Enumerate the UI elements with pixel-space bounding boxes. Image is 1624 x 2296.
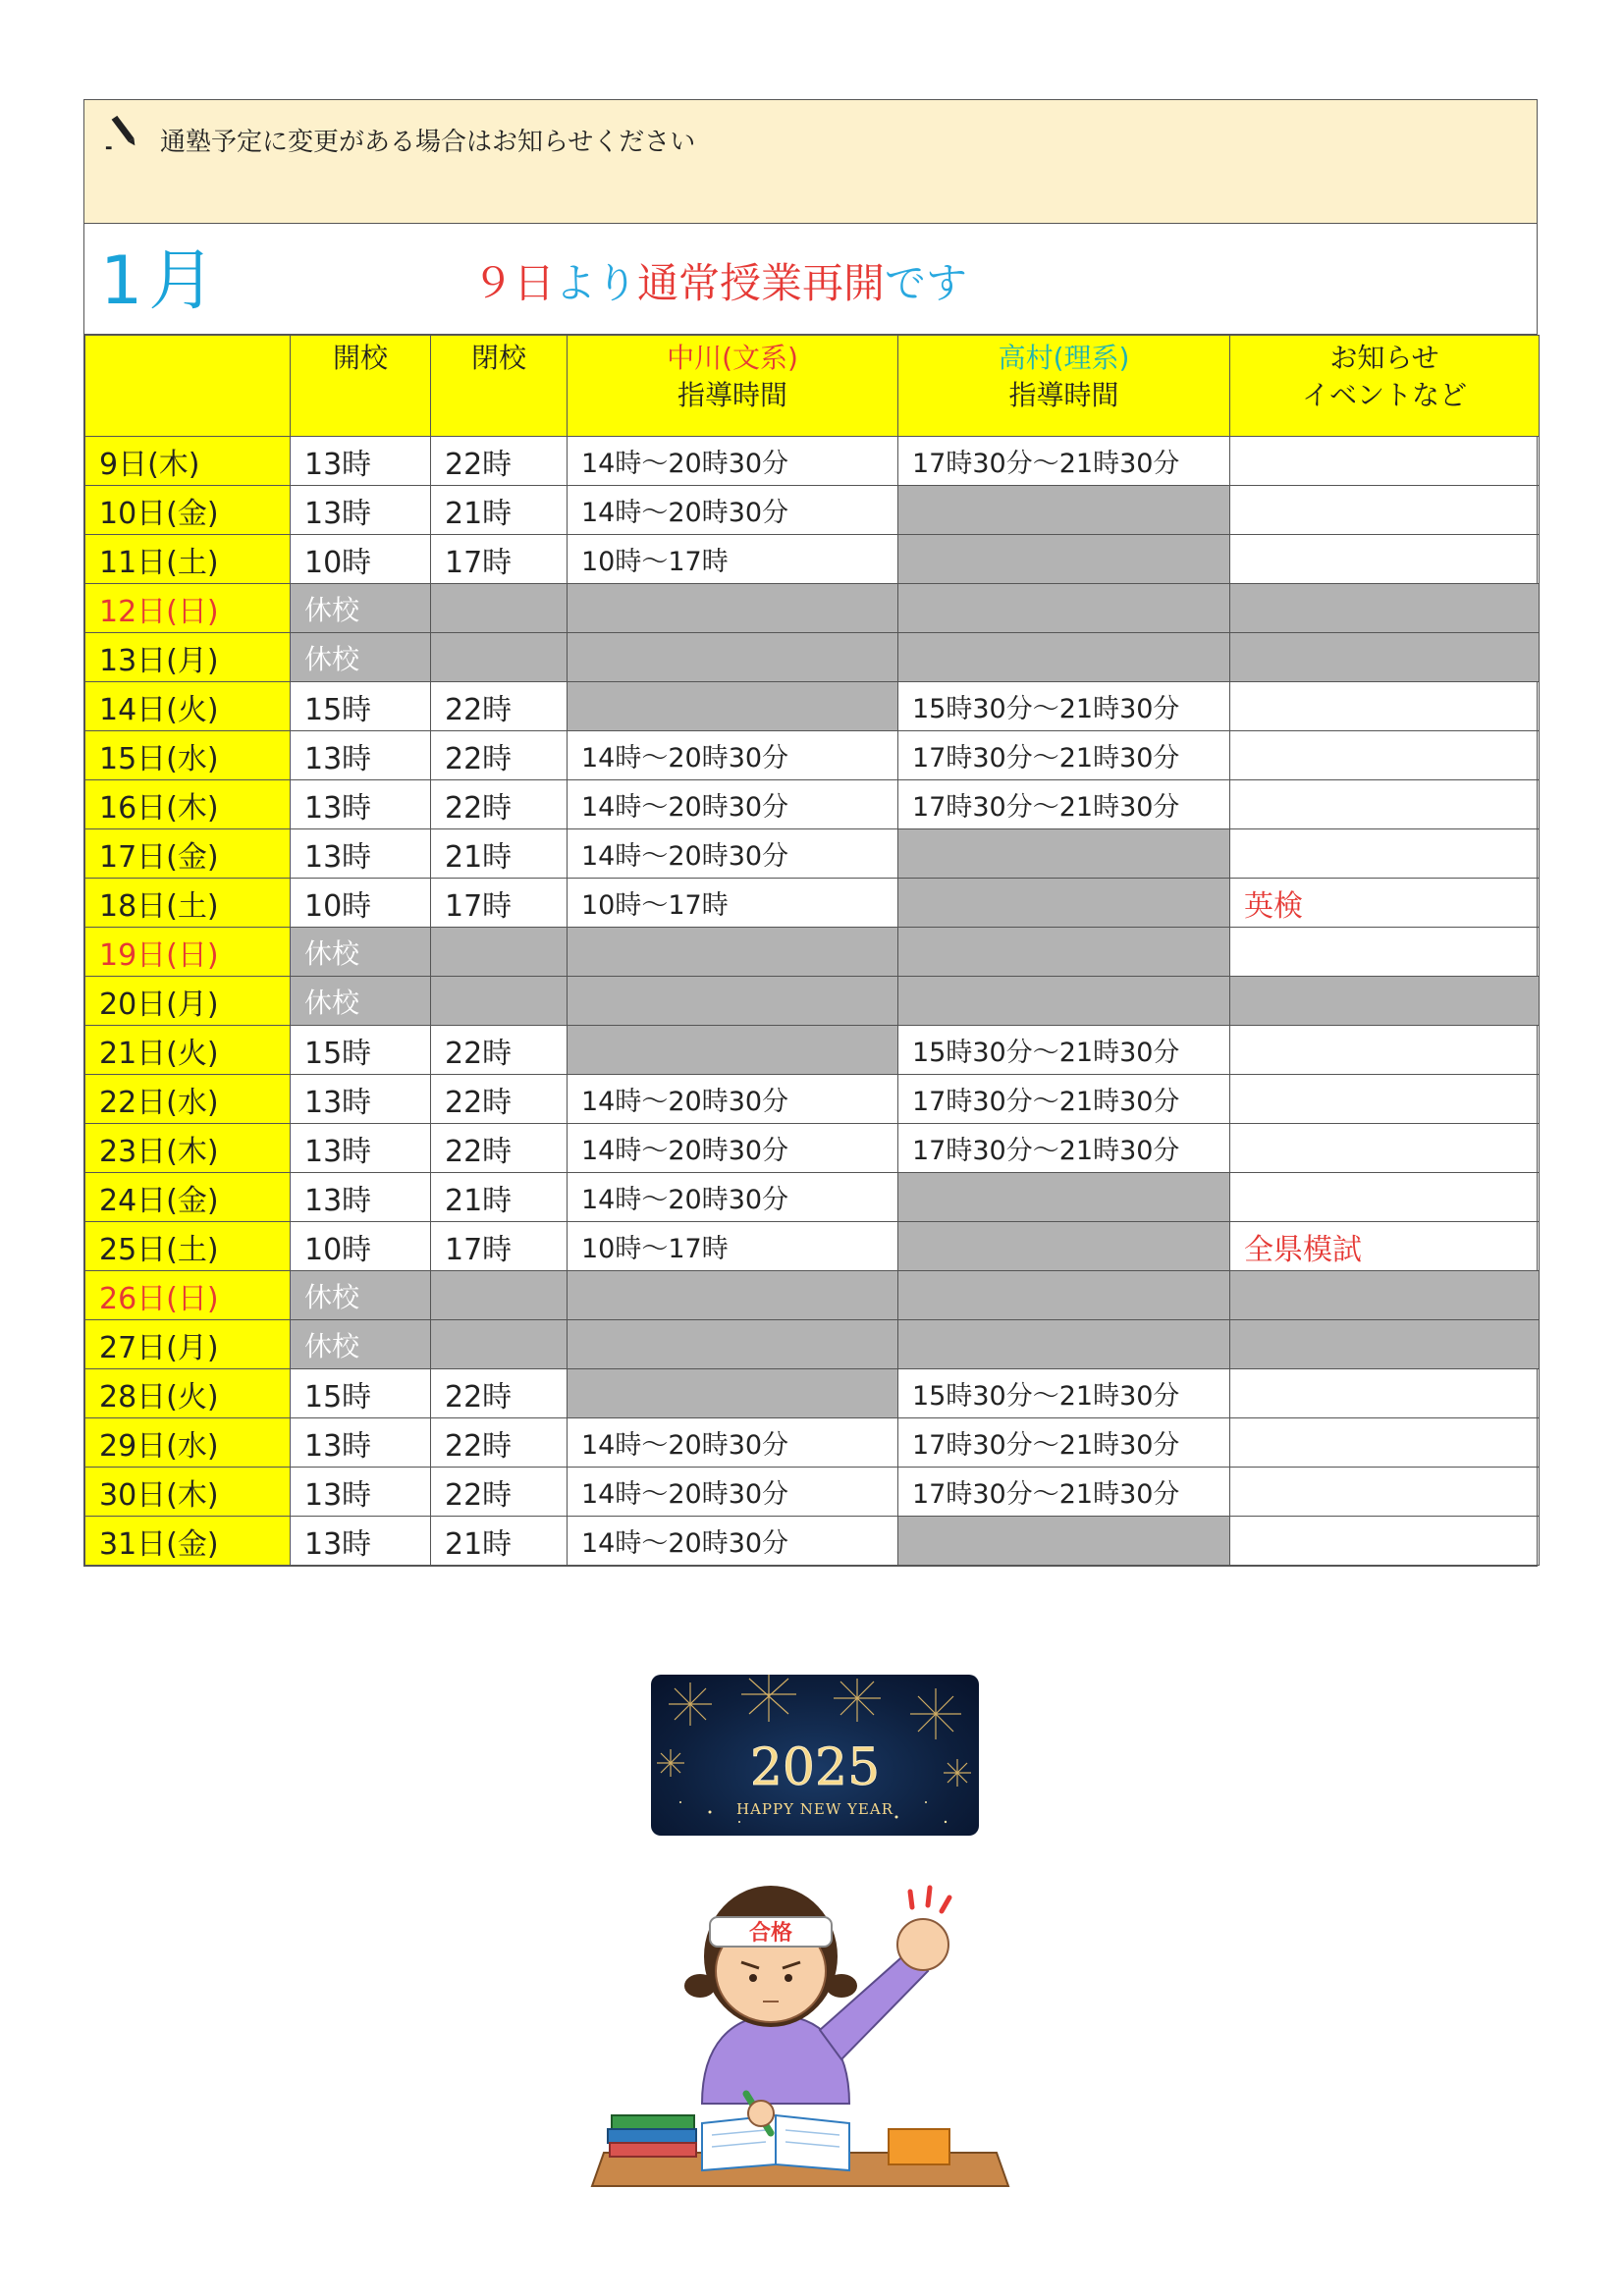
- event-cell: [1230, 1075, 1540, 1124]
- header-info: お知らせ イベントなど: [1230, 336, 1540, 437]
- close-time-cell: 21時: [431, 1517, 568, 1566]
- nakagawa-time-cell: 14時～20時30分: [568, 731, 898, 780]
- nakagawa-time-cell: 10時～17時: [568, 879, 898, 928]
- event-cell: [1230, 1517, 1540, 1566]
- takamura-time-cell: [898, 879, 1230, 928]
- header-open: 開校: [291, 336, 431, 437]
- studying-student-illustration: [584, 1858, 1016, 2197]
- headline-end: です: [885, 259, 968, 307]
- header-date: [85, 336, 291, 437]
- event-cell: [1230, 1124, 1540, 1173]
- open-time-cell: 13時: [291, 1468, 431, 1517]
- close-time-cell: [431, 1320, 568, 1369]
- open-time-cell: 15時: [291, 1026, 431, 1075]
- event-cell: 英検: [1230, 879, 1540, 928]
- date-cell: 20日(月): [85, 977, 291, 1026]
- close-time-cell: 17時: [431, 535, 568, 584]
- table-row: [85, 1222, 1540, 1271]
- new-year-banner: [651, 1675, 979, 1836]
- headband-text: 合格: [748, 1921, 793, 1946]
- table-row: [85, 829, 1540, 879]
- open-time-cell: 10時: [291, 879, 431, 928]
- open-time-cell: 13時: [291, 829, 431, 879]
- takamura-time-cell: 15時30分～21時30分: [898, 1026, 1230, 1075]
- nakagawa-time-cell: [568, 584, 898, 633]
- close-time-cell: 22時: [431, 1026, 568, 1075]
- close-time-cell: [431, 977, 568, 1026]
- open-time-cell: 13時: [291, 1075, 431, 1124]
- event-cell: [1230, 829, 1540, 879]
- table-row: [85, 1026, 1540, 1075]
- takamura-time-cell: [898, 928, 1230, 977]
- header-nakagawa: 中川(文系) 指導時間: [568, 336, 898, 437]
- date-cell: 11日(土): [85, 535, 291, 584]
- event-cell: [1230, 1271, 1540, 1320]
- event-cell: [1230, 584, 1540, 633]
- takamura-time-cell: [898, 1271, 1230, 1320]
- takamura-time-cell: 17時30分～21時30分: [898, 731, 1230, 780]
- table-row: [85, 1173, 1540, 1222]
- table-row: [85, 731, 1540, 780]
- nakagawa-time-cell: 14時～20時30分: [568, 780, 898, 829]
- table-row: [85, 1369, 1540, 1418]
- date-cell: 29日(水): [85, 1418, 291, 1468]
- open-time-cell: 休校: [291, 1271, 431, 1320]
- nakagawa-time-cell: 14時～20時30分: [568, 829, 898, 879]
- event-cell: [1230, 731, 1540, 780]
- nakagawa-time-cell: [568, 1026, 898, 1075]
- close-time-cell: [431, 928, 568, 977]
- nakagawa-time-cell: 10時～17時: [568, 1222, 898, 1271]
- event-cell: [1230, 1173, 1540, 1222]
- takamura-time-cell: [898, 1320, 1230, 1369]
- open-time-cell: 13時: [291, 731, 431, 780]
- date-cell: 16日(木): [85, 780, 291, 829]
- event-cell: [1230, 977, 1540, 1026]
- table-header-row: [85, 336, 1540, 437]
- month-title: 1月: [100, 242, 222, 320]
- date-cell: 24日(金): [85, 1173, 291, 1222]
- banner-greeting: HAPPY NEW YEAR: [735, 1800, 894, 1818]
- nakagawa-time-cell: [568, 928, 898, 977]
- date-cell: 12日(日): [85, 584, 291, 633]
- date-cell: 22日(水): [85, 1075, 291, 1124]
- table-row: [85, 633, 1540, 682]
- event-cell: [1230, 928, 1540, 977]
- close-time-cell: [431, 584, 568, 633]
- header-close: 閉校: [431, 336, 568, 437]
- close-time-cell: 22時: [431, 1418, 568, 1468]
- nakagawa-time-cell: 14時～20時30分: [568, 1075, 898, 1124]
- takamura-time-cell: [898, 1222, 1230, 1271]
- date-cell: 19日(日): [85, 928, 291, 977]
- close-time-cell: 17時: [431, 879, 568, 928]
- close-time-cell: 21時: [431, 829, 568, 879]
- takamura-time-cell: 17時30分～21時30分: [898, 780, 1230, 829]
- table-row: [85, 535, 1540, 584]
- event-cell: [1230, 1369, 1540, 1418]
- table-row: [85, 1418, 1540, 1468]
- nakagawa-time-cell: [568, 682, 898, 731]
- table-row: [85, 977, 1540, 1026]
- close-time-cell: 22時: [431, 1369, 568, 1418]
- open-time-cell: 15時: [291, 682, 431, 731]
- open-time-cell: 休校: [291, 633, 431, 682]
- nakagawa-time-cell: [568, 1271, 898, 1320]
- close-time-cell: 22時: [431, 731, 568, 780]
- takamura-time-cell: [898, 1173, 1230, 1222]
- banner-year: 2025: [749, 1738, 881, 1797]
- table-row: [85, 486, 1540, 535]
- close-time-cell: 22時: [431, 780, 568, 829]
- close-time-cell: 22時: [431, 1075, 568, 1124]
- event-cell: 全県模試: [1230, 1222, 1540, 1271]
- takamura-time-cell: 17時30分～21時30分: [898, 1124, 1230, 1173]
- close-time-cell: 17時: [431, 1222, 568, 1271]
- open-time-cell: 13時: [291, 486, 431, 535]
- open-time-cell: 13時: [291, 1173, 431, 1222]
- nakagawa-time-cell: [568, 633, 898, 682]
- open-time-cell: 休校: [291, 928, 431, 977]
- header-takamura: 高村(理系) 指導時間: [898, 336, 1230, 437]
- takamura-time-cell: 15時30分～21時30分: [898, 682, 1230, 731]
- notice-box: [84, 100, 1537, 224]
- headline-day: ９日: [472, 259, 556, 307]
- takamura-time-cell: 17時30分～21時30分: [898, 437, 1230, 486]
- nakagawa-time-cell: 14時～20時30分: [568, 1468, 898, 1517]
- close-time-cell: 22時: [431, 1124, 568, 1173]
- nakagawa-time-cell: 14時～20時30分: [568, 1173, 898, 1222]
- open-time-cell: 10時: [291, 535, 431, 584]
- takamura-time-cell: [898, 486, 1230, 535]
- open-time-cell: 13時: [291, 780, 431, 829]
- table-row: [85, 1075, 1540, 1124]
- notice-text: 通塾予定に変更がある場合はお知らせください: [160, 128, 696, 157]
- takamura-time-cell: 15時30分～21時30分: [898, 1369, 1230, 1418]
- fireworks-icon: [651, 1675, 979, 1836]
- nakagawa-time-cell: 14時～20時30分: [568, 1517, 898, 1566]
- table-row: [85, 1271, 1540, 1320]
- emphasis-lines: [910, 1888, 949, 1911]
- table-row: [85, 1320, 1540, 1369]
- table-row: [85, 780, 1540, 829]
- date-cell: 17日(金): [85, 829, 291, 879]
- pencil-icon: [104, 114, 141, 151]
- event-cell: [1230, 1026, 1540, 1075]
- open-time-cell: 休校: [291, 977, 431, 1026]
- takamura-time-cell: 17時30分～21時30分: [898, 1075, 1230, 1124]
- orange-book: [889, 2129, 949, 2164]
- open-time-cell: 13時: [291, 1418, 431, 1468]
- open-time-cell: 13時: [291, 1517, 431, 1566]
- date-cell: 26日(日): [85, 1271, 291, 1320]
- close-time-cell: [431, 633, 568, 682]
- event-cell: [1230, 1418, 1540, 1468]
- event-cell: [1230, 486, 1540, 535]
- close-time-cell: 22時: [431, 682, 568, 731]
- nakagawa-time-cell: [568, 1369, 898, 1418]
- fist-icon: [897, 1919, 948, 1970]
- table-row: [85, 1517, 1540, 1566]
- event-cell: [1230, 633, 1540, 682]
- event-cell: [1230, 1320, 1540, 1369]
- date-cell: 18日(土): [85, 879, 291, 928]
- date-cell: 28日(火): [85, 1369, 291, 1418]
- close-time-cell: [431, 1271, 568, 1320]
- nakagawa-time-cell: [568, 977, 898, 1026]
- table-row: [85, 1124, 1540, 1173]
- close-time-cell: 21時: [431, 1173, 568, 1222]
- nakagawa-time-cell: 14時～20時30分: [568, 437, 898, 486]
- date-cell: 14日(火): [85, 682, 291, 731]
- table-row: [85, 437, 1540, 486]
- close-time-cell: 22時: [431, 437, 568, 486]
- date-cell: 30日(木): [85, 1468, 291, 1517]
- open-time-cell: 15時: [291, 1369, 431, 1418]
- table-row: [85, 682, 1540, 731]
- nakagawa-time-cell: 10時～17時: [568, 535, 898, 584]
- takamura-time-cell: [898, 1517, 1230, 1566]
- takamura-time-cell: [898, 633, 1230, 682]
- headline-main: 通常授業再開: [637, 259, 886, 307]
- takamura-time-cell: [898, 535, 1230, 584]
- date-cell: 31日(金): [85, 1517, 291, 1566]
- nakagawa-time-cell: 14時～20時30分: [568, 1124, 898, 1173]
- event-cell: [1230, 535, 1540, 584]
- takamura-time-cell: [898, 977, 1230, 1026]
- takamura-time-cell: 17時30分～21時30分: [898, 1418, 1230, 1468]
- headline: [472, 251, 967, 310]
- takamura-time-cell: 17時30分～21時30分: [898, 1468, 1230, 1517]
- table-row: [85, 584, 1540, 633]
- open-time-cell: 13時: [291, 1124, 431, 1173]
- table-row: [85, 879, 1540, 928]
- event-cell: [1230, 1468, 1540, 1517]
- takamura-time-cell: [898, 829, 1230, 879]
- event-cell: [1230, 780, 1540, 829]
- open-time-cell: 10時: [291, 1222, 431, 1271]
- event-cell: [1230, 682, 1540, 731]
- nakagawa-time-cell: [568, 1320, 898, 1369]
- date-cell: 10日(金): [85, 486, 291, 535]
- nakagawa-time-cell: 14時～20時30分: [568, 1418, 898, 1468]
- date-cell: 15日(水): [85, 731, 291, 780]
- event-cell: [1230, 437, 1540, 486]
- open-time-cell: 13時: [291, 437, 431, 486]
- date-cell: 23日(木): [85, 1124, 291, 1173]
- schedule-sheet: [83, 99, 1538, 1567]
- table-row: [85, 1468, 1540, 1517]
- open-time-cell: 休校: [291, 1320, 431, 1369]
- date-cell: 25日(土): [85, 1222, 291, 1271]
- takamura-time-cell: [898, 584, 1230, 633]
- close-time-cell: 22時: [431, 1468, 568, 1517]
- date-cell: 27日(月): [85, 1320, 291, 1369]
- title-row: [84, 224, 1537, 335]
- schedule-table: [84, 335, 1540, 1566]
- open-time-cell: 休校: [291, 584, 431, 633]
- date-cell: 13日(月): [85, 633, 291, 682]
- book-stack: [612, 2115, 694, 2129]
- close-time-cell: 21時: [431, 486, 568, 535]
- table-row: [85, 928, 1540, 977]
- date-cell: 21日(火): [85, 1026, 291, 1075]
- nakagawa-time-cell: 14時～20時30分: [568, 486, 898, 535]
- headline-mid: より: [555, 259, 638, 307]
- date-cell: 9日(木): [85, 437, 291, 486]
